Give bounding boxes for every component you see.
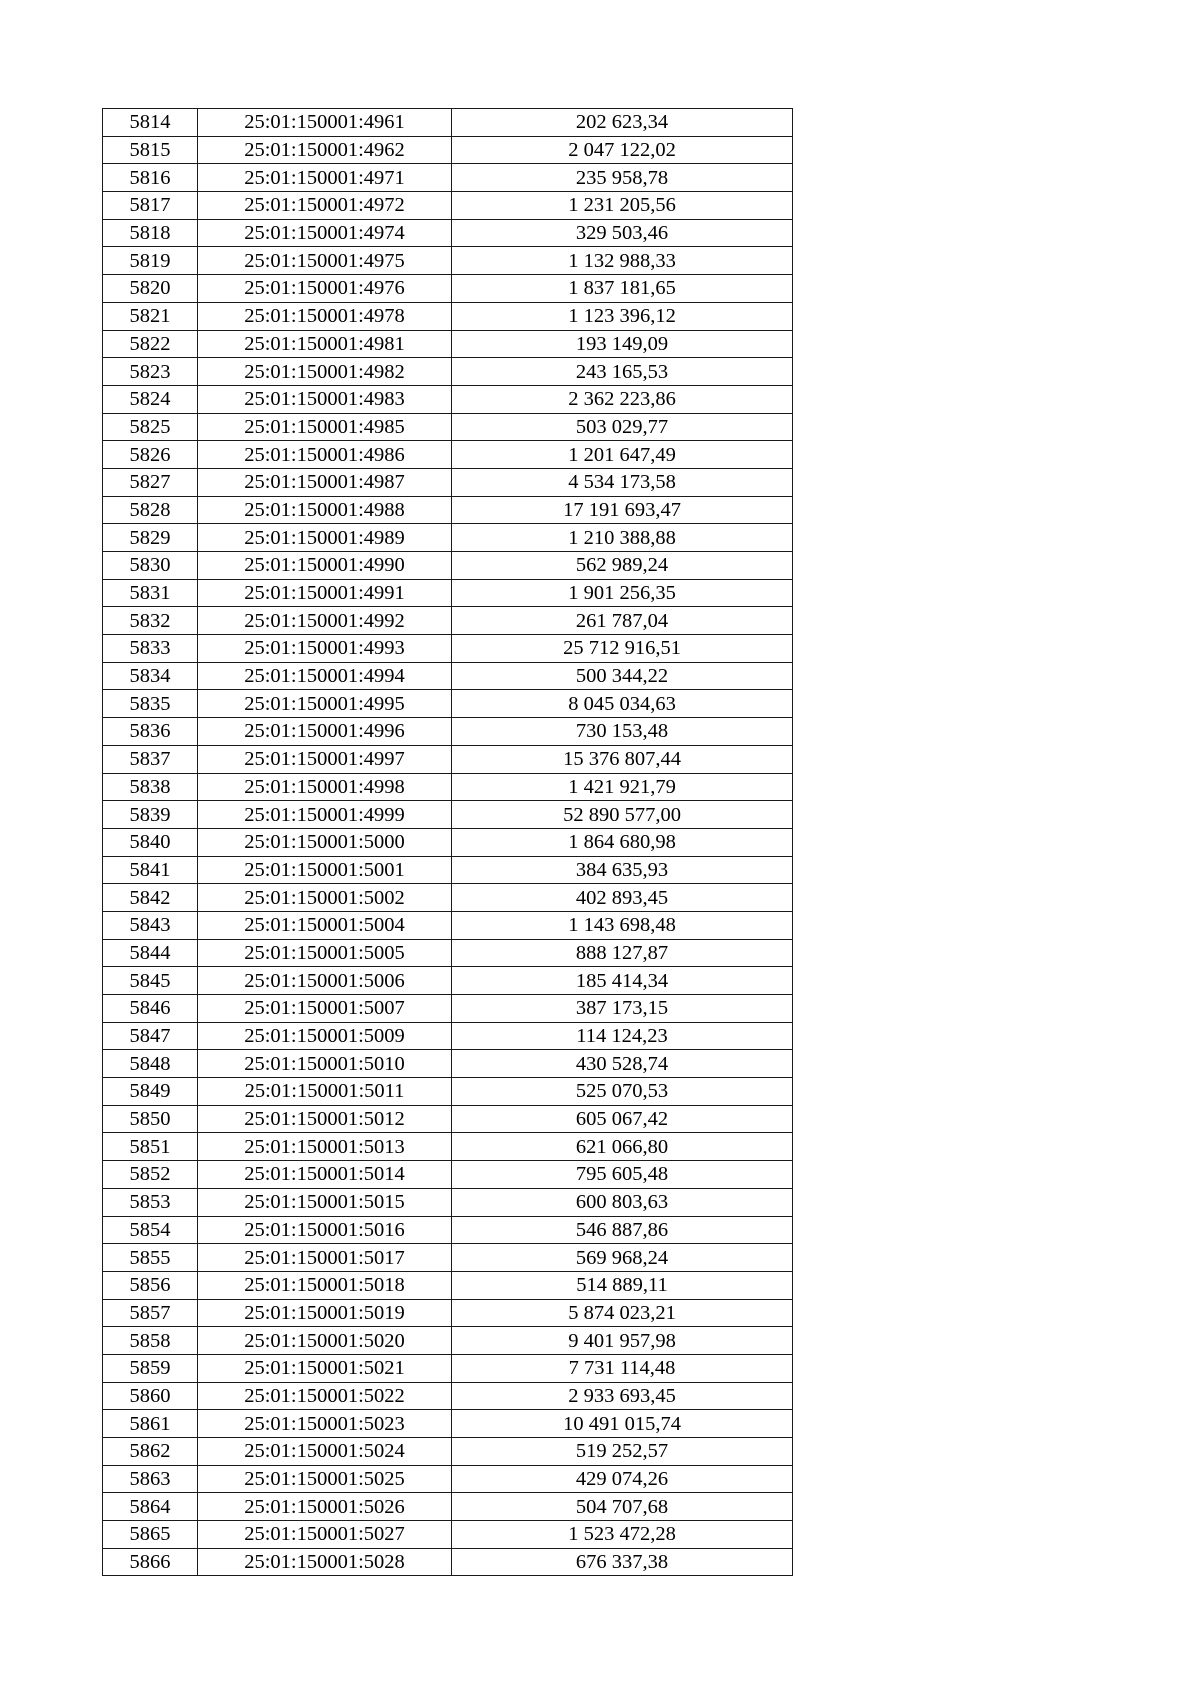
cadastral-number-cell: 25:01:150001:5006 — [198, 967, 452, 995]
row-number-cell: 5842 — [103, 884, 198, 912]
row-number-cell: 5836 — [103, 718, 198, 746]
cadastral-value-cell: 384 635,93 — [452, 856, 793, 884]
table-row — [103, 1078, 793, 1106]
cadastral-value-cell: 5 874 023,21 — [452, 1299, 793, 1327]
cadastral-number-cell: 25:01:150001:4978 — [198, 302, 452, 330]
cadastral-number-cell: 25:01:150001:4989 — [198, 524, 452, 552]
cadastral-value-cell: 17 191 693,47 — [452, 496, 793, 524]
table-row — [103, 690, 793, 718]
cadastral-value-cell: 329 503,46 — [452, 219, 793, 247]
cadastral-value-cell: 1 231 205,56 — [452, 192, 793, 220]
row-number-cell: 5851 — [103, 1133, 198, 1161]
cadastral-number-cell: 25:01:150001:5024 — [198, 1438, 452, 1466]
table-row — [103, 579, 793, 607]
table-row — [103, 828, 793, 856]
cadastral-value-cell: 193 149,09 — [452, 330, 793, 358]
cadastral-number-cell: 25:01:150001:5027 — [198, 1521, 452, 1549]
table-row — [103, 1521, 793, 1549]
cadastral-number-cell: 25:01:150001:5002 — [198, 884, 452, 912]
cadastral-number-cell: 25:01:150001:4986 — [198, 441, 452, 469]
table-row — [103, 552, 793, 580]
cadastral-value-cell: 730 153,48 — [452, 718, 793, 746]
cadastral-value-cell: 569 968,24 — [452, 1244, 793, 1272]
row-number-cell: 5863 — [103, 1465, 198, 1493]
cadastral-number-cell: 25:01:150001:5023 — [198, 1410, 452, 1438]
table-row — [103, 1354, 793, 1382]
cadastral-number-cell: 25:01:150001:5015 — [198, 1188, 452, 1216]
row-number-cell: 5827 — [103, 468, 198, 496]
table-row — [103, 219, 793, 247]
cadastral-number-cell: 25:01:150001:4985 — [198, 413, 452, 441]
cadastral-value-cell: 1 523 472,28 — [452, 1521, 793, 1549]
cadastral-value-cell: 25 712 916,51 — [452, 635, 793, 663]
table-row — [103, 967, 793, 995]
cadastral-number-cell: 25:01:150001:5020 — [198, 1327, 452, 1355]
cadastral-value-cell: 795 605,48 — [452, 1161, 793, 1189]
cadastral-number-cell: 25:01:150001:5028 — [198, 1548, 452, 1576]
table-body — [103, 109, 793, 1576]
row-number-cell: 5847 — [103, 1022, 198, 1050]
row-number-cell: 5825 — [103, 413, 198, 441]
row-number-cell: 5849 — [103, 1078, 198, 1106]
cadastral-number-cell: 25:01:150001:5026 — [198, 1493, 452, 1521]
cadastral-number-cell: 25:01:150001:4981 — [198, 330, 452, 358]
table-row — [103, 1161, 793, 1189]
cadastral-number-cell: 25:01:150001:4992 — [198, 607, 452, 635]
table-row — [103, 136, 793, 164]
table-row — [103, 275, 793, 303]
row-number-cell: 5816 — [103, 164, 198, 192]
table-row — [103, 358, 793, 386]
table-row — [103, 662, 793, 690]
cadastral-value-cell: 261 787,04 — [452, 607, 793, 635]
cadastral-value-cell: 429 074,26 — [452, 1465, 793, 1493]
row-number-cell: 5844 — [103, 939, 198, 967]
table-row — [103, 1327, 793, 1355]
cadastral-number-cell: 25:01:150001:4995 — [198, 690, 452, 718]
cadastral-value-cell: 114 124,23 — [452, 1022, 793, 1050]
row-number-cell: 5839 — [103, 801, 198, 829]
row-number-cell: 5845 — [103, 967, 198, 995]
cadastral-number-cell: 25:01:150001:5009 — [198, 1022, 452, 1050]
cadastral-value-cell: 15 376 807,44 — [452, 745, 793, 773]
table-row — [103, 1105, 793, 1133]
table-row — [103, 524, 793, 552]
cadastral-value-cell: 1 201 647,49 — [452, 441, 793, 469]
cadastral-number-cell: 25:01:150001:5013 — [198, 1133, 452, 1161]
cadastral-number-cell: 25:01:150001:5012 — [198, 1105, 452, 1133]
row-number-cell: 5850 — [103, 1105, 198, 1133]
row-number-cell: 5822 — [103, 330, 198, 358]
cadastral-number-cell: 25:01:150001:4996 — [198, 718, 452, 746]
table-row — [103, 441, 793, 469]
row-number-cell: 5840 — [103, 828, 198, 856]
row-number-cell: 5818 — [103, 219, 198, 247]
cadastral-value-cell: 2 047 122,02 — [452, 136, 793, 164]
cadastral-value-cell: 500 344,22 — [452, 662, 793, 690]
row-number-cell: 5820 — [103, 275, 198, 303]
cadastral-number-cell: 25:01:150001:4976 — [198, 275, 452, 303]
row-number-cell: 5856 — [103, 1271, 198, 1299]
table-row — [103, 1216, 793, 1244]
cadastral-value-cell: 243 165,53 — [452, 358, 793, 386]
row-number-cell: 5833 — [103, 635, 198, 663]
row-number-cell: 5834 — [103, 662, 198, 690]
table-row — [103, 607, 793, 635]
cadastral-number-cell: 25:01:150001:5007 — [198, 995, 452, 1023]
table-row — [103, 192, 793, 220]
row-number-cell: 5841 — [103, 856, 198, 884]
row-number-cell: 5854 — [103, 1216, 198, 1244]
cadastral-number-cell: 25:01:150001:4974 — [198, 219, 452, 247]
table-row — [103, 856, 793, 884]
cadastral-value-cell: 514 889,11 — [452, 1271, 793, 1299]
table-row — [103, 801, 793, 829]
cadastral-number-cell: 25:01:150001:5001 — [198, 856, 452, 884]
row-number-cell: 5824 — [103, 385, 198, 413]
cadastral-value-cell: 1 421 921,79 — [452, 773, 793, 801]
cadastral-value-cell: 503 029,77 — [452, 413, 793, 441]
cadastral-number-cell: 25:01:150001:4991 — [198, 579, 452, 607]
table-row — [103, 247, 793, 275]
table-row — [103, 1493, 793, 1521]
cadastral-number-cell: 25:01:150001:4993 — [198, 635, 452, 663]
cadastral-number-cell: 25:01:150001:5019 — [198, 1299, 452, 1327]
cadastral-value-cell: 1 837 181,65 — [452, 275, 793, 303]
table-row — [103, 718, 793, 746]
row-number-cell: 5852 — [103, 1161, 198, 1189]
cadastral-value-cell: 519 252,57 — [452, 1438, 793, 1466]
cadastral-number-cell: 25:01:150001:4982 — [198, 358, 452, 386]
table-row — [103, 1548, 793, 1576]
table-row — [103, 109, 793, 137]
row-number-cell: 5853 — [103, 1188, 198, 1216]
cadastral-number-cell: 25:01:150001:4998 — [198, 773, 452, 801]
cadastral-value-cell: 8 045 034,63 — [452, 690, 793, 718]
table-row — [103, 911, 793, 939]
row-number-cell: 5857 — [103, 1299, 198, 1327]
table-row — [103, 745, 793, 773]
cadastral-number-cell: 25:01:150001:4988 — [198, 496, 452, 524]
cadastral-number-cell: 25:01:150001:4971 — [198, 164, 452, 192]
cadastral-value-cell: 185 414,34 — [452, 967, 793, 995]
cadastral-number-cell: 25:01:150001:5016 — [198, 1216, 452, 1244]
row-number-cell: 5815 — [103, 136, 198, 164]
cadastral-number-cell: 25:01:150001:4994 — [198, 662, 452, 690]
row-number-cell: 5858 — [103, 1327, 198, 1355]
row-number-cell: 5819 — [103, 247, 198, 275]
cadastral-value-cell: 504 707,68 — [452, 1493, 793, 1521]
cadastral-value-cell: 600 803,63 — [452, 1188, 793, 1216]
cadastral-number-cell: 25:01:150001:4997 — [198, 745, 452, 773]
cadastral-number-cell: 25:01:150001:4975 — [198, 247, 452, 275]
row-number-cell: 5828 — [103, 496, 198, 524]
cadastral-value-cell: 2 362 223,86 — [452, 385, 793, 413]
table-row — [103, 496, 793, 524]
cadastral-number-cell: 25:01:150001:5010 — [198, 1050, 452, 1078]
table-row — [103, 1410, 793, 1438]
cadastral-number-cell: 25:01:150001:4990 — [198, 552, 452, 580]
cadastral-value-cell: 676 337,38 — [452, 1548, 793, 1576]
table-row — [103, 468, 793, 496]
cadastral-value-cell: 1 143 698,48 — [452, 911, 793, 939]
cadastral-value-cell: 1 864 680,98 — [452, 828, 793, 856]
row-number-cell: 5848 — [103, 1050, 198, 1078]
row-number-cell: 5862 — [103, 1438, 198, 1466]
table-row — [103, 1188, 793, 1216]
cadastral-number-cell: 25:01:150001:4983 — [198, 385, 452, 413]
cadastral-number-cell: 25:01:150001:5011 — [198, 1078, 452, 1106]
table-row — [103, 1271, 793, 1299]
cadastral-number-cell: 25:01:150001:5018 — [198, 1271, 452, 1299]
row-number-cell: 5861 — [103, 1410, 198, 1438]
row-number-cell: 5830 — [103, 552, 198, 580]
cadastral-number-cell: 25:01:150001:5017 — [198, 1244, 452, 1272]
row-number-cell: 5826 — [103, 441, 198, 469]
cadastral-number-cell: 25:01:150001:5022 — [198, 1382, 452, 1410]
cadastral-value-cell: 4 534 173,58 — [452, 468, 793, 496]
cadastral-value-cell: 7 731 114,48 — [452, 1354, 793, 1382]
table-row — [103, 995, 793, 1023]
row-number-cell: 5823 — [103, 358, 198, 386]
row-number-cell: 5866 — [103, 1548, 198, 1576]
cadastral-value-cell: 52 890 577,00 — [452, 801, 793, 829]
row-number-cell: 5859 — [103, 1354, 198, 1382]
cadastral-value-cell: 202 623,34 — [452, 109, 793, 137]
cadastral-number-cell: 25:01:150001:5005 — [198, 939, 452, 967]
row-number-cell: 5832 — [103, 607, 198, 635]
row-number-cell: 5865 — [103, 1521, 198, 1549]
table-row — [103, 1465, 793, 1493]
table-row — [103, 1050, 793, 1078]
cadastral-value-cell: 235 958,78 — [452, 164, 793, 192]
cadastral-number-cell: 25:01:150001:5021 — [198, 1354, 452, 1382]
row-number-cell: 5829 — [103, 524, 198, 552]
cadastral-number-cell: 25:01:150001:5014 — [198, 1161, 452, 1189]
row-number-cell: 5814 — [103, 109, 198, 137]
cadastral-value-cell: 1 901 256,35 — [452, 579, 793, 607]
cadastral-value-cell: 2 933 693,45 — [452, 1382, 793, 1410]
row-number-cell: 5831 — [103, 579, 198, 607]
table-row — [103, 302, 793, 330]
cadastral-number-cell: 25:01:150001:5000 — [198, 828, 452, 856]
row-number-cell: 5846 — [103, 995, 198, 1023]
cadastral-value-cell: 430 528,74 — [452, 1050, 793, 1078]
row-number-cell: 5843 — [103, 911, 198, 939]
cadastral-value-cell: 605 067,42 — [452, 1105, 793, 1133]
table-row — [103, 1133, 793, 1161]
cadastral-value-table — [102, 108, 793, 1576]
cadastral-value-cell: 1 123 396,12 — [452, 302, 793, 330]
table-row — [103, 1382, 793, 1410]
cadastral-value-cell: 402 893,45 — [452, 884, 793, 912]
cadastral-number-cell: 25:01:150001:4962 — [198, 136, 452, 164]
table-row — [103, 1299, 793, 1327]
cadastral-number-cell: 25:01:150001:4987 — [198, 468, 452, 496]
row-number-cell: 5817 — [103, 192, 198, 220]
row-number-cell: 5864 — [103, 1493, 198, 1521]
table-row — [103, 1022, 793, 1050]
row-number-cell: 5821 — [103, 302, 198, 330]
cadastral-number-cell: 25:01:150001:4972 — [198, 192, 452, 220]
cadastral-value-cell: 525 070,53 — [452, 1078, 793, 1106]
cadastral-value-cell: 387 173,15 — [452, 995, 793, 1023]
cadastral-number-cell: 25:01:150001:5025 — [198, 1465, 452, 1493]
table-row — [103, 164, 793, 192]
cadastral-value-cell: 562 989,24 — [452, 552, 793, 580]
table-row — [103, 1438, 793, 1466]
cadastral-number-cell: 25:01:150001:5004 — [198, 911, 452, 939]
row-number-cell: 5860 — [103, 1382, 198, 1410]
table-row — [103, 635, 793, 663]
table-row — [103, 413, 793, 441]
cadastral-value-cell: 546 887,86 — [452, 1216, 793, 1244]
cadastral-value-cell: 1 210 388,88 — [452, 524, 793, 552]
table-row — [103, 330, 793, 358]
cadastral-value-cell: 9 401 957,98 — [452, 1327, 793, 1355]
row-number-cell: 5855 — [103, 1244, 198, 1272]
row-number-cell: 5837 — [103, 745, 198, 773]
cadastral-value-cell: 621 066,80 — [452, 1133, 793, 1161]
cadastral-value-cell: 1 132 988,33 — [452, 247, 793, 275]
table-row — [103, 884, 793, 912]
table-row — [103, 385, 793, 413]
row-number-cell: 5835 — [103, 690, 198, 718]
table-row — [103, 939, 793, 967]
table-row — [103, 1244, 793, 1272]
cadastral-number-cell: 25:01:150001:4961 — [198, 109, 452, 137]
cadastral-value-cell: 888 127,87 — [452, 939, 793, 967]
cadastral-number-cell: 25:01:150001:4999 — [198, 801, 452, 829]
row-number-cell: 5838 — [103, 773, 198, 801]
table-row — [103, 773, 793, 801]
cadastral-value-cell: 10 491 015,74 — [452, 1410, 793, 1438]
